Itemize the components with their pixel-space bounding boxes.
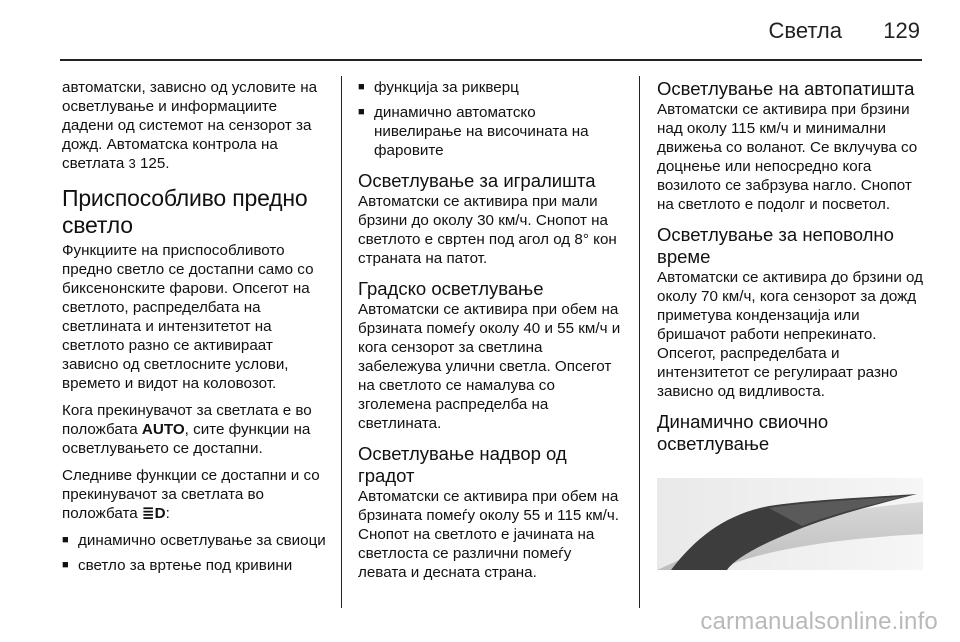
paragraph-2-text-a: Кога прекинувачот за светлата е во положбата — [62, 402, 312, 438]
list-item: ■ светло за вртење под кривини — [62, 556, 330, 575]
col1-bullet-list — [62, 531, 330, 575]
section-heading-dynamic-curve: Динамично свиочно осветлување — [657, 411, 829, 454]
page-title: Светла — [768, 18, 842, 43]
section-heading-country: Осветлување надвор од градот — [358, 443, 567, 486]
section-body: Автоматски се активира при мали брзини до околу 30 км/ч. Снопот на светлото е свртен под агол од 8° кон страната на патот. — [358, 193, 617, 267]
section-heading-city: Градско осветлување — [358, 278, 544, 299]
low-beam-icon: ≣D — [141, 505, 166, 522]
paragraph-2-text-b: , сите функции на осветлувањето се достапни. — [62, 421, 311, 457]
header-rule — [60, 59, 922, 61]
paragraph-2 — [62, 401, 330, 458]
watermark-text: carmanualsonline.info — [700, 608, 938, 635]
curve-lighting-illustration — [657, 478, 923, 570]
paragraph-3-text-a: Следниве функции се достапни и со прекинувачот за светлата во положбата — [62, 467, 320, 522]
paragraph-1: Функциите на приспособливото предно светло се достапни само со биксенонските фарови. Опсегот на светлото, распределбата на светлината и интензитетот на светлото разно се активираат зависно од светлосните услови, времето и видот на коловозот. — [62, 242, 314, 392]
column-2 — [358, 78, 624, 590]
page-reference-icon: 3 — [128, 156, 136, 171]
section-body: Автоматски се активира при обем на брзината помеѓу околу 40 и 55 км/ч и кога сензорот за светлина забележува улични светла. Опсегот на светлото се намалува со зголемена распределба на светлината. — [358, 301, 621, 432]
page-number: 129 — [883, 18, 920, 43]
intro-ref-page: 125. — [135, 155, 170, 172]
auto-position-label: AUTO — [141, 421, 185, 438]
list-item: ■ динамично осветлување за свиоци — [62, 531, 330, 550]
column-divider-1 — [341, 76, 342, 608]
paragraph-3 — [62, 466, 330, 523]
intro-text: автоматски, зависно од условите на осветлувањe и информациите дадени од системот на сензорот за дожд. Автоматска контрола на светлата — [62, 79, 318, 172]
intro-paragraph — [62, 78, 330, 173]
column-divider-2 — [639, 76, 640, 608]
column-1 — [62, 78, 330, 581]
list-item: ■ функција за рикверц — [358, 78, 624, 97]
col2-bullet-list — [358, 78, 624, 160]
section-body: Автоматски се активира до брзини од околу 70 км/ч, кога сензорот за дожд приметува кондензација или бришачот работи непрекинато. Опсегот, распределбата и интензитетот се регулираат разно зависно од видливоста. — [657, 269, 924, 400]
paragraph-3-text-b: : — [165, 505, 170, 522]
section-heading-motorway: Осветлување на автопатишта — [657, 78, 915, 99]
page-header — [0, 0, 960, 60]
list-item: ■ динамично автоматско нивелирање на височината на фаровите — [358, 103, 624, 160]
section-body: Автоматски се активира при брзини над околу 115 км/ч и минимални движења со воланот. Се вклучува со доцнење или непосредно кога возилото се забрзува нагло. Снопот на светлото е подолг и посветол. — [657, 101, 918, 213]
section-heading-bad-weather: Осветлување за неповолно време — [657, 224, 894, 267]
section-body: Автоматски се активира при обем на брзината помеѓу околу 55 и 115 км/ч. Снопот на светлото е јачината на светлоста се различни помеѓу левата и десната страна. — [358, 488, 620, 581]
section-heading-adaptive-light: Приспособливо предно светло — [62, 185, 308, 238]
column-3 — [657, 78, 925, 455]
section-heading-playground: Осветлување за игралишта — [358, 170, 596, 191]
